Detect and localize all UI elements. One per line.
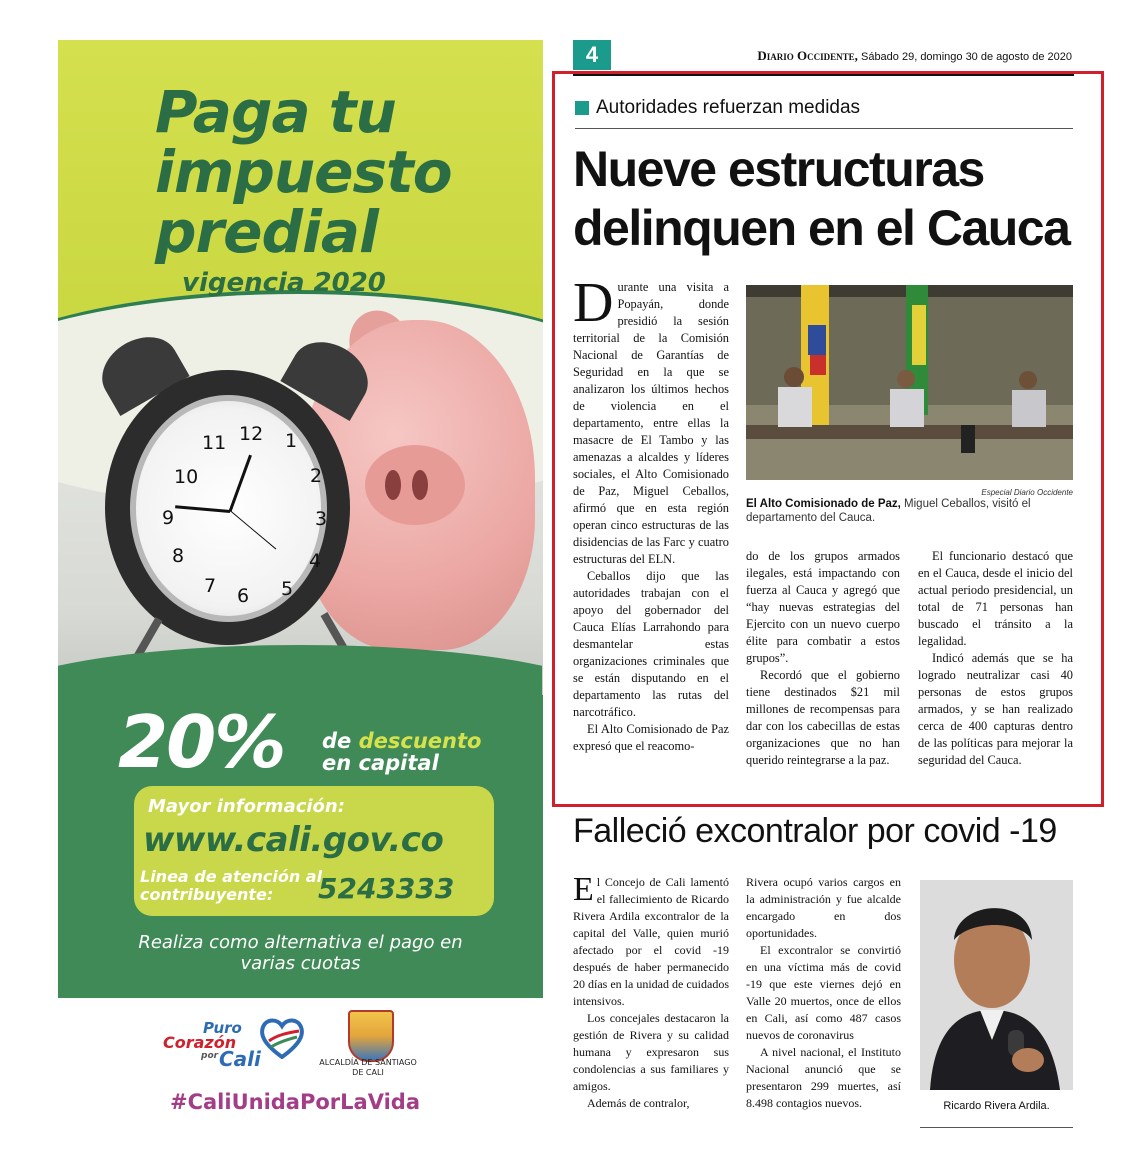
ad-title-line: impuesto [155, 138, 452, 206]
portrait-caption: Ricardo Rivera Ardila. [943, 1100, 1050, 1112]
ad-title-line: Paga tu [155, 78, 396, 146]
clock-numeral: 3 [315, 508, 328, 530]
story2-paragraph: Rivera ocupó varios cargos en la administración y fue alcalde encargado en dos oportunidades. [746, 875, 901, 940]
logo-cali: Cali [219, 1047, 261, 1071]
ad-subtitle: vigencia 2020 [182, 268, 386, 298]
story1-kicker: Autoridades refuerzan medidas [596, 97, 861, 118]
story2-paragraph: Además de contralor, [587, 1096, 690, 1110]
story1-paragraph: Indicó además que se ha logrado neutralizar casi 40 personas de estos grupos armados, y se han realizado cerca de 400 capturas dentro de las políticas para mejorar la seguridad del Cauca. [918, 651, 1073, 767]
pig-nostril [385, 470, 401, 500]
clock-numeral: 4 [309, 550, 322, 572]
story2-dropcap: E [573, 871, 594, 908]
clock-numeral: 2 [310, 465, 323, 487]
kicker-rule [575, 128, 1073, 129]
photo-credit: Especial Diario Occidente [981, 488, 1073, 497]
payment-alternative: Realiza como alternativa el pago en varias cuotas [138, 932, 463, 974]
clock-numeral: 10 [174, 466, 199, 488]
kicker-square-icon [575, 101, 589, 115]
story2-paragraph: A nivel nacional, el Instituto Nacional anunció que se presentaron 299 muertes, así 8.498 contagios nuevos. [746, 1045, 901, 1110]
heart-icon [259, 1017, 305, 1059]
story1-paragraph: Recordó que el gobierno tiene destinados $21 mil millones de recompensas para dar con los cabecillas de estas organizaciones que no han querido reintegrarse a la paz. [746, 668, 900, 767]
story1-paragraph: Ceballos dijo que las autoridades trabajan con el apoyo del gobernador del Cauca Elías Larrahondo para desmantelar estas organizaciones criminales que se están disputando en el departamento las rutas del narcotráfico. [573, 569, 729, 719]
clock-numeral: 5 [281, 578, 294, 600]
portrait-image [920, 880, 1073, 1090]
hotline-label: Linea de atención al contribuyente: [140, 867, 323, 904]
clock-numeral: 9 [162, 507, 175, 529]
masthead-name: Diario Occidente, [757, 48, 858, 63]
hotline-phone: 5243333 [318, 872, 455, 905]
story1-column-3 [918, 548, 1073, 769]
discount-number: 20% [118, 700, 285, 784]
story2-paragraph: Los concejales destacaron la gestión de Rivera y su calidad humana y expresaron sus condolencias a sus familiares y amigos. [573, 1011, 729, 1093]
clock-numeral: 6 [237, 585, 250, 607]
story2-column-2 [746, 874, 901, 1112]
page-number: 4 [573, 40, 611, 70]
pig-nostril [412, 470, 428, 500]
ad-title [155, 78, 535, 266]
cali-coat-of-arms-icon [348, 1010, 394, 1062]
clock-numeral: 11 [202, 432, 227, 454]
portrait-rule [920, 1127, 1073, 1128]
story2-headline: Falleció excontralor por covid -19 [573, 812, 1057, 850]
logo-puro: Puro [203, 1019, 242, 1037]
story2-column-1 [573, 871, 729, 1112]
logo-por: por [201, 1051, 219, 1061]
story1-paragraph: do de los grupos armados ilegales, está impactando con fuerza al Cauca y agregó que “hay nuevas estrategias del Ejercito con un nuevo cuerpo élite para combatir a estos grupos”. [746, 549, 900, 665]
alcaldia-label: ALCALDÍA DE SANTIAGO DE CALI [319, 1058, 417, 1077]
discount-highlight: descuento [358, 729, 482, 753]
masthead [620, 48, 1072, 64]
story2-paragraph: El excontralor se convirtió en una víctima más de covid -19 que este viernes dejó en Valle 20 muertos, once de ellos en Cali, así como 487 casos nuevos de coronavirus [746, 943, 901, 1042]
info-label: Mayor información: [148, 796, 345, 817]
ricardo-rivera-portrait [920, 880, 1073, 1090]
clock-numeral: 7 [204, 575, 217, 597]
discount-line2: en capital [322, 751, 439, 775]
clock-numeral: 12 [239, 423, 264, 445]
meeting-scene-image [746, 285, 1073, 480]
photo-caption [746, 497, 1073, 525]
logo-corazon: Corazón [163, 1033, 237, 1052]
ad-green-curve [0, 645, 620, 765]
discount-prefix: de [322, 729, 359, 753]
clock-numeral: 8 [172, 545, 185, 567]
photo-caption-rest: Miguel Ceballos, visitó el departamento del Cauca. [746, 498, 1031, 524]
story1-headline: Nueve estructuras delinquen en el Cauca [573, 141, 1070, 256]
puro-corazon-por-cali-logo [163, 1015, 308, 1085]
website-link[interactable]: www.cali.gov.co [143, 820, 444, 860]
story2-paragraph-text: l Concejo de Cali lamentó el fallecimiento de Ricardo Rivera Ardila excontralor de la capital del Valle, quien murió afectado por el covid -19 después de haber permanecido 20 días en la unidad de cuidados intensivos. [573, 875, 729, 1008]
discount-text [322, 730, 481, 774]
story1-column-1 [573, 272, 729, 755]
story1-paragraph [573, 272, 729, 568]
story1-paragraph: El funcionario destacó que en el Cauca, desde el inicio del actual periodo presidencial, un total de 71 personas han buscado el tránsito a la legalidad. [918, 549, 1073, 648]
story1-paragraph-text: urante una visita a Popayán, donde presidió la sesión territorial de la Comisión Nacional de Garantías de Seguridad en la que se analizaron los últimos hechos de violencia en el departamento, entre ellas la masacre de El Tambo y las amenazas a alcaldes y líderes sociales, el Alto Comisionado de Paz, Miguel Ceballos, afirmó que en esta región operan cinco estructuras de las disidencias de las Farc y cuatro estructuras del ELN. [573, 280, 729, 566]
story1-dropcap: D [573, 272, 614, 334]
story2-paragraph [573, 871, 729, 1010]
story1-paragraph: El Alto Comisionado de Paz expresó que el reacomo- [573, 722, 729, 753]
photo-caption-bold: El Alto Comisionado de Paz, [746, 498, 901, 510]
clock-numeral: 1 [285, 430, 298, 452]
ad-title-line: predial [155, 198, 378, 266]
masthead-date: Sábado 29, domingo 30 de agosto de 2020 [860, 51, 1072, 63]
story1-column-2 [746, 548, 900, 769]
hashtag[interactable]: #CaliUnidaPorLaVida [170, 1090, 420, 1114]
commission-meeting-photo [746, 285, 1073, 480]
